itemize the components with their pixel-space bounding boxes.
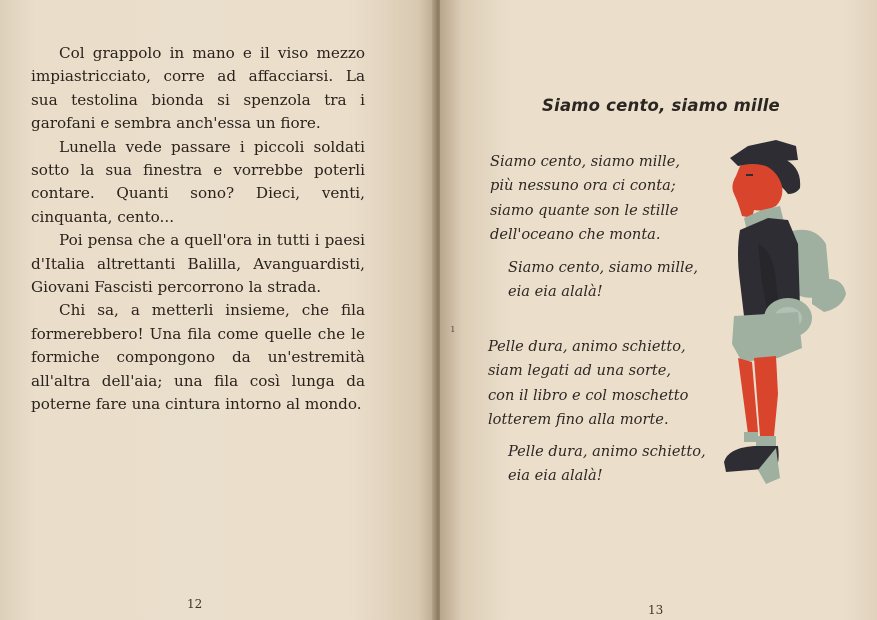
paragraph: Lunella vede passare i piccoli soldati sotto la sua finestra e vorrebbe poterli contare. Quanti sono? Dieci, venti, cinquanta, cento...	[31, 137, 365, 226]
eye-shape	[746, 174, 753, 176]
paragraph: Chi sa, a metterli insieme, che fila formerebbero! Una fila come quelle che le formiche compongono da un'estremità all'altra dell'aia; una fila così lunga da poterne fare una cintura intorno al mondo.	[31, 301, 365, 414]
poem-line: dell'oceano che monta.	[490, 226, 661, 244]
poem-stanza	[488, 335, 688, 433]
poem-line: più nessuno ora ci conta;	[490, 177, 676, 195]
left-page	[0, 0, 436, 620]
poem-line: siam legati ad una sorte,	[488, 362, 672, 380]
prose-text	[31, 42, 365, 417]
poem-line: eia eia alalà!	[508, 467, 603, 485]
poem-line: con il libro e col moschetto	[488, 386, 689, 404]
paragraph: Col grappolo in mano e il viso mezzo impiastricciato, corre ad affacciarsi. La sua testolina bionda si spenzola tra i garofani e sembra anch'essa un fiore.	[31, 44, 365, 133]
print-mark: ı	[451, 322, 455, 335]
poem-line: Siamo cento, siamo mille,	[508, 259, 699, 276]
poem-refrain	[508, 440, 706, 489]
poem-line: lotterem fino alla morte.	[488, 411, 669, 429]
balilla-boy-illustration	[718, 132, 852, 490]
page-number-left: 12	[187, 597, 203, 611]
bag-shape	[812, 279, 846, 312]
page-number-right: 13	[648, 603, 664, 617]
right-leg-shape	[754, 356, 778, 436]
poem-line: eia eia alalà!	[508, 283, 603, 301]
poem-stanza	[490, 150, 680, 248]
paragraph: Poi pensa che a quell'ora in tutti i paesi d'Italia altrettanti Balilla, Avanguardisti, Giovani Fascisti percorrono la strada.	[31, 231, 365, 297]
sock-shape-back	[744, 432, 758, 442]
shorts-shape	[732, 312, 802, 362]
poem-line: Pelle dura, animo schietto,	[488, 338, 686, 355]
poem-title: Siamo cento, siamo mille	[542, 96, 780, 115]
poem-refrain	[508, 256, 698, 305]
poem-line: Siamo cento, siamo mille,	[490, 153, 681, 170]
poem-line: Pelle dura, animo schietto,	[508, 443, 706, 460]
poem-line: siamo quante son le stille	[490, 201, 679, 219]
